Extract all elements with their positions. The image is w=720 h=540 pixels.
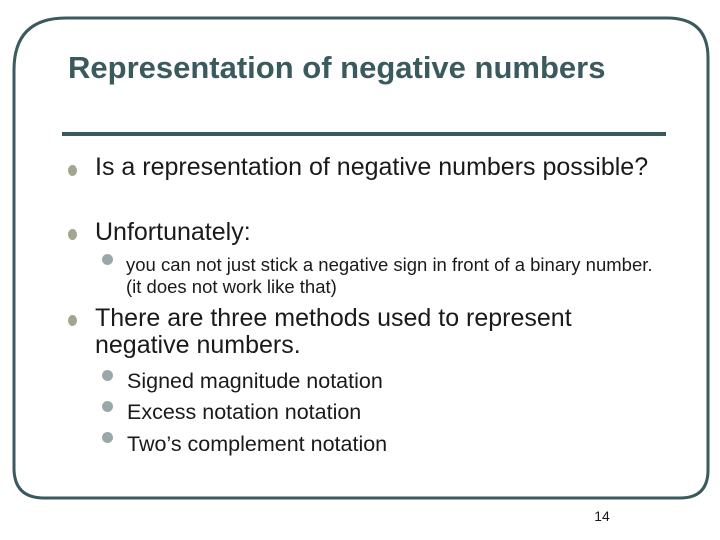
- sub-bullet-dot-icon: [102, 370, 113, 381]
- bullet-item-3: There are three methods used to represent negative numbers.: [95, 304, 572, 359]
- sub-bullet-item: Two’s complement notation: [127, 432, 388, 456]
- bullet-dot-icon: [68, 229, 77, 240]
- bullet-item-2: Unfortunately:: [95, 218, 251, 246]
- bullet-dot-icon: [68, 165, 77, 176]
- bullet-dot-icon: [68, 315, 77, 326]
- sub-bullet-dot-icon: [102, 401, 113, 412]
- sub-bullet-dot-icon: [102, 432, 113, 443]
- sub-bullet-item: Signed magnitude notation: [127, 369, 383, 393]
- bullet-item-1: Is a representation of negative numbers possible?: [95, 153, 649, 181]
- page-number: 14: [594, 508, 610, 524]
- sub-bullet-dot-icon: [102, 254, 113, 265]
- sub-bullet-item: you can not just stick a negative sign in front of a binary number. (it does not work like that): [126, 254, 653, 297]
- sub-bullet-item: Excess notation notation: [127, 400, 362, 424]
- slide-title: Representation of negative numbers: [68, 50, 606, 85]
- title-underline: [62, 132, 666, 136]
